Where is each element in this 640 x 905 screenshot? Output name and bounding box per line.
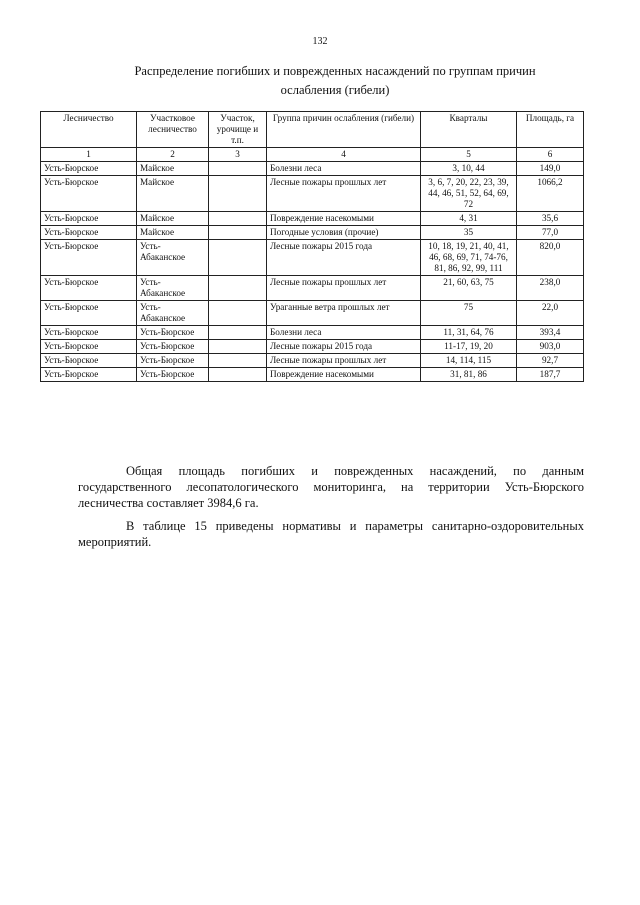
cell-cause: Болезни леса <box>267 162 421 176</box>
cell-plot <box>209 162 267 176</box>
cell-district: Усть-Бюрское <box>137 368 209 382</box>
column-number: 3 <box>209 148 267 162</box>
cell-quarters: 11-17, 19, 20 <box>421 340 517 354</box>
cell-forestry: Усть-Бюрское <box>41 368 137 382</box>
table-row <box>41 354 584 368</box>
cell-district: Усть-Бюрское <box>137 354 209 368</box>
table-row <box>41 240 584 276</box>
column-number: 4 <box>267 148 421 162</box>
cell-area: 22,0 <box>517 301 584 326</box>
cell-forestry: Усть-Бюрское <box>41 326 137 340</box>
reference-paragraph <box>78 518 584 550</box>
cell-quarters: 31, 81, 86 <box>421 368 517 382</box>
cell-district: Майское <box>137 176 209 212</box>
column-number: 2 <box>137 148 209 162</box>
cell-district: Майское <box>137 226 209 240</box>
cell-district: Усть-Абаканское <box>137 301 209 326</box>
cell-district: Усть-Абаканское <box>137 240 209 276</box>
cell-quarters: 10, 18, 19, 21, 40, 41, 46, 68, 69, 71, 74-76, 81, 86, 92, 99, 111 <box>421 240 517 276</box>
cell-quarters: 21, 60, 63, 75 <box>421 276 517 301</box>
summary-paragraph-text: Общая площадь погибших и поврежденных насаждений, по данным государственного лесопатологического мониторинга, на территории Усть-Бюрского лесничества составляет 3984,6 га. <box>78 464 584 510</box>
header-quarters: Кварталы <box>421 112 517 148</box>
table-row <box>41 276 584 301</box>
damage-distribution-table <box>40 111 584 382</box>
cell-plot <box>209 176 267 212</box>
table-title <box>70 62 600 100</box>
cell-forestry: Усть-Бюрское <box>41 340 137 354</box>
table-row <box>41 368 584 382</box>
cell-forestry: Усть-Бюрское <box>41 176 137 212</box>
cell-district: Усть-Абаканское <box>137 276 209 301</box>
header-plot: Участок, урочище и т.п. <box>209 112 267 148</box>
cell-cause: Болезни леса <box>267 326 421 340</box>
cell-area: 35,6 <box>517 212 584 226</box>
cell-area: 92,7 <box>517 354 584 368</box>
cell-district: Усть-Бюрское <box>137 340 209 354</box>
cell-cause: Погодные условия (прочие) <box>267 226 421 240</box>
summary-paragraph <box>78 463 584 511</box>
cell-forestry: Усть-Бюрское <box>41 276 137 301</box>
column-number: 5 <box>421 148 517 162</box>
header-forestry: Лесничество <box>41 112 137 148</box>
cell-forestry: Усть-Бюрское <box>41 226 137 240</box>
table-row <box>41 340 584 354</box>
cell-area: 1066,2 <box>517 176 584 212</box>
cell-cause: Лесные пожары 2015 года <box>267 340 421 354</box>
table-row <box>41 301 584 326</box>
cell-plot <box>209 240 267 276</box>
cell-area: 149,0 <box>517 162 584 176</box>
column-number-row <box>41 148 584 162</box>
cell-plot <box>209 301 267 326</box>
header-area: Площадь, га <box>517 112 584 148</box>
cell-forestry: Усть-Бюрское <box>41 162 137 176</box>
cell-cause: Лесные пожары прошлых лет <box>267 176 421 212</box>
cell-quarters: 35 <box>421 226 517 240</box>
table-row <box>41 162 584 176</box>
cell-district: Майское <box>137 212 209 226</box>
cell-plot <box>209 212 267 226</box>
cell-plot <box>209 226 267 240</box>
cell-area: 820,0 <box>517 240 584 276</box>
cell-quarters: 11, 31, 64, 76 <box>421 326 517 340</box>
cell-plot <box>209 340 267 354</box>
cell-plot <box>209 354 267 368</box>
cell-forestry: Усть-Бюрское <box>41 240 137 276</box>
table-title-line-1: Распределение погибших и поврежденных насаждений по группам причин <box>134 64 536 78</box>
cell-plot <box>209 368 267 382</box>
cell-area: 238,0 <box>517 276 584 301</box>
cell-district: Усть-Бюрское <box>137 326 209 340</box>
cell-quarters: 3, 10, 44 <box>421 162 517 176</box>
cell-cause: Повреждение насекомыми <box>267 368 421 382</box>
table-row <box>41 212 584 226</box>
header-district-forestry: Участковое лесничество <box>137 112 209 148</box>
reference-paragraph-text: В таблице 15 приведены нормативы и параметры санитарно-оздоровительных мероприятий. <box>78 519 584 549</box>
column-number: 6 <box>517 148 584 162</box>
cell-cause: Ураганные ветра прошлых лет <box>267 301 421 326</box>
cell-area: 187,7 <box>517 368 584 382</box>
table-header-row <box>41 112 584 148</box>
cell-forestry: Усть-Бюрское <box>41 212 137 226</box>
table-row <box>41 176 584 212</box>
cell-area: 77,0 <box>517 226 584 240</box>
cell-cause: Повреждение насекомыми <box>267 212 421 226</box>
table-title-line-2: ослабления (гибели) <box>280 83 390 97</box>
cell-quarters: 4, 31 <box>421 212 517 226</box>
table-row <box>41 326 584 340</box>
page-number: 132 <box>312 36 328 47</box>
cell-cause: Лесные пожары 2015 года <box>267 240 421 276</box>
cell-area: 393,4 <box>517 326 584 340</box>
cell-cause: Лесные пожары прошлых лет <box>267 276 421 301</box>
cell-plot <box>209 326 267 340</box>
cell-forestry: Усть-Бюрское <box>41 301 137 326</box>
cell-cause: Лесные пожары прошлых лет <box>267 354 421 368</box>
cell-area: 903,0 <box>517 340 584 354</box>
cell-quarters: 3, 6, 7, 20, 22, 23, 39, 44, 46, 51, 52, 64, 69, 72 <box>421 176 517 212</box>
table-row <box>41 226 584 240</box>
cell-quarters: 14, 114, 115 <box>421 354 517 368</box>
cell-district: Майское <box>137 162 209 176</box>
cell-plot <box>209 276 267 301</box>
column-number: 1 <box>41 148 137 162</box>
cell-quarters: 75 <box>421 301 517 326</box>
cell-forestry: Усть-Бюрское <box>41 354 137 368</box>
header-cause-group: Группа причин ослабления (гибели) <box>267 112 421 148</box>
